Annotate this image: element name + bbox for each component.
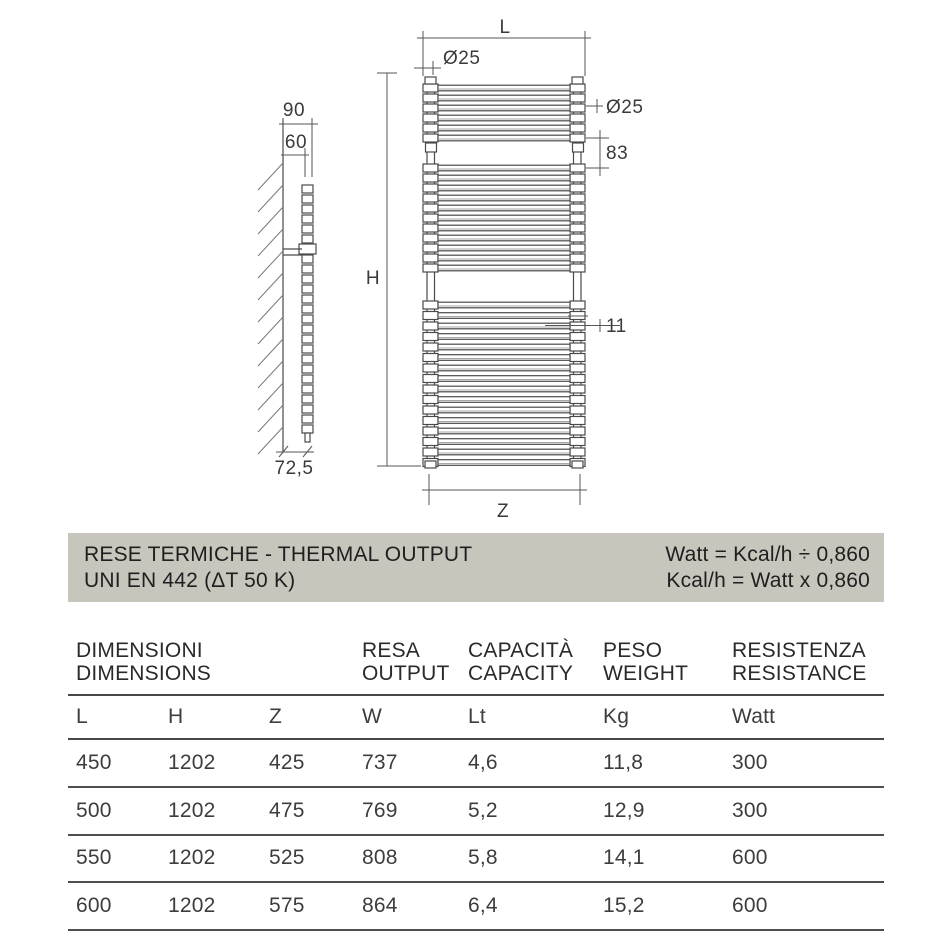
group-header-it: RESISTENZA — [732, 639, 866, 662]
side-view-drawing — [258, 119, 316, 454]
table-units-row — [68, 696, 884, 740]
cell-W: 864 — [362, 894, 398, 918]
group-header-it: DIMENSIONI — [76, 639, 203, 662]
side-tube-stack — [299, 185, 316, 433]
cell-Z: 475 — [269, 798, 305, 822]
table-row — [68, 883, 884, 931]
unit-header-W: W — [362, 705, 383, 728]
cell-Kg: 15,2 — [603, 894, 645, 918]
cell-Z: 525 — [269, 846, 305, 870]
wall-hatching — [258, 163, 283, 454]
cell-Kg: 11,8 — [603, 750, 644, 774]
dim-label-90: 90 — [282, 100, 306, 121]
cell-Watt: 600 — [732, 894, 768, 918]
table-row — [68, 740, 884, 788]
band-formula-line1: Watt = Kcal/h ÷ 0,860 — [665, 542, 870, 566]
dim-label-Z: Z — [496, 501, 510, 522]
front-view-drawing — [423, 77, 585, 468]
spec-table — [68, 628, 884, 931]
group-header-output — [354, 639, 460, 685]
cell-Z: 575 — [269, 894, 305, 918]
thermal-output-band — [68, 533, 884, 602]
group-header-en: OUTPUT — [362, 662, 450, 685]
unit-header-Kg: Kg — [603, 705, 630, 728]
group-header-it: CAPACITÀ — [468, 639, 574, 662]
band-title-line1: RESE TERMICHE - THERMAL OUTPUT — [84, 542, 473, 566]
cell-Watt: 300 — [732, 798, 768, 822]
cell-H: 1202 — [168, 846, 216, 870]
group-header-it: RESA — [362, 639, 420, 662]
group-header-capacity — [460, 639, 595, 685]
dim-label-60: 60 — [284, 132, 308, 153]
cell-H: 1202 — [168, 894, 216, 918]
cell-Watt: 300 — [732, 750, 768, 774]
band-formula-line2: Kcal/h = Watt x 0,860 — [666, 568, 870, 592]
cell-Kg: 14,1 — [603, 846, 645, 870]
table-row — [68, 836, 884, 884]
cell-W: 769 — [362, 798, 398, 822]
dim-label-11: 11 — [606, 316, 627, 337]
group-header-weight — [595, 639, 724, 685]
cell-Z: 425 — [269, 750, 305, 774]
cell-L: 550 — [76, 846, 112, 870]
band-title — [84, 542, 472, 594]
group-header-it: PESO — [603, 639, 663, 662]
group-header-en: WEIGHT — [603, 662, 689, 685]
unit-header-H: H — [168, 705, 184, 728]
dim-label-d25-top: Ø25 — [443, 48, 481, 69]
unit-header-Lt: Lt — [468, 705, 486, 728]
cell-W: 737 — [362, 750, 398, 774]
cell-Watt: 600 — [732, 846, 768, 870]
table-group-header-row — [68, 628, 884, 696]
dim-label-72-5: 72,5 — [274, 458, 314, 479]
cell-H: 1202 — [168, 750, 216, 774]
band-formulas — [665, 542, 870, 594]
cell-Lt: 6,4 — [468, 894, 498, 918]
cell-Lt: 5,8 — [468, 846, 498, 870]
group-header-en: RESISTANCE — [732, 662, 867, 685]
unit-header-Z: Z — [269, 705, 283, 728]
cell-Kg: 12,9 — [603, 798, 645, 822]
cell-Lt: 4,6 — [468, 750, 498, 774]
cell-L: 500 — [76, 798, 112, 822]
cell-L: 450 — [76, 750, 112, 774]
radiator-tubes — [423, 84, 585, 467]
cell-L: 600 — [76, 894, 112, 918]
dim-label-H: H — [365, 268, 381, 289]
dim-label-d25-right: Ø25 — [606, 97, 644, 118]
band-title-line2: UNI EN 442 (ΔT 50 K) — [84, 568, 296, 592]
cell-W: 808 — [362, 846, 398, 870]
cell-Lt: 5,2 — [468, 798, 498, 822]
unit-header-L: L — [76, 705, 88, 728]
table-row — [68, 788, 884, 836]
dim-label-L: L — [499, 17, 511, 38]
dim-label-83: 83 — [606, 143, 629, 164]
unit-header-Watt: Watt — [732, 705, 776, 728]
cell-H: 1202 — [168, 798, 216, 822]
group-header-resistance — [724, 639, 884, 685]
group-header-dimensions — [68, 639, 354, 685]
group-header-en: DIMENSIONS — [76, 662, 212, 685]
group-header-en: CAPACITY — [468, 662, 574, 685]
